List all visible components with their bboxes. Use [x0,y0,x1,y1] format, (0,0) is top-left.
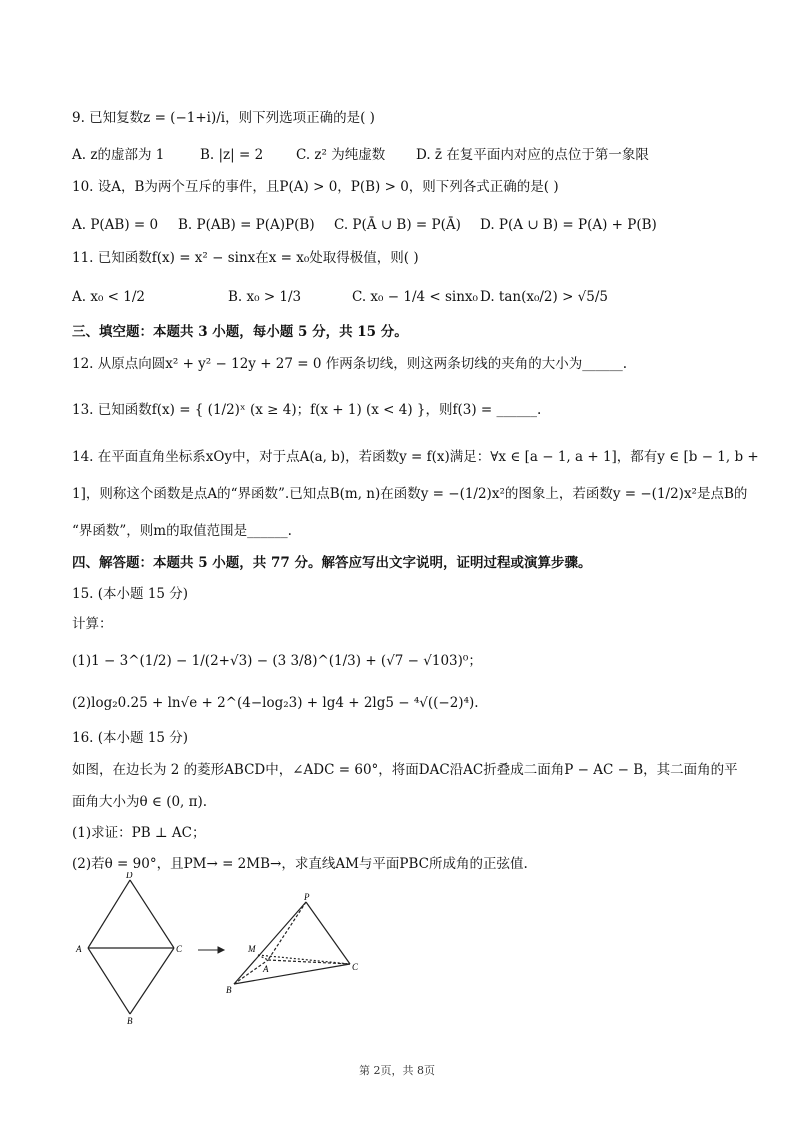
q10-option-b: B. P(AB) = P(A)P(B) [178,217,315,233]
edge-DC [130,880,174,948]
q10-option-d: D. P(A ∪ B) = P(A) + P(B) [480,217,657,233]
q12-text: 12. 从原点向圆x² + y² − 12y + 27 = 0 作两条切线，则这两条切线的夹角的大小为______. [72,356,628,372]
q16-header: 16. (本小题 15 分) [72,730,189,746]
q14-line-1: 14. 在平面直角坐标系xOy中，对于点A(a, b)，若函数y = f(x)满足：∀x ∈ [a − 1, a + 1]，都有y ∈ [b − 1, b + [72,449,759,465]
q15-part-2: (2)log₂0.25 + ln√e + 2^(4−log₂3) + lg4 + 2lg5 − ⁴√((−2)⁴). [72,695,479,711]
q9-option-c: C. z² 为纯虚数 [296,147,386,163]
edge-CB [130,948,174,1014]
q16-figure [60,872,380,1032]
q10-option-c: C. P(Ā ∪ B) = P(Ā) [334,217,461,233]
q10-option-a: A. P(AB) = 0 [72,217,159,233]
label-B-folded: B [226,985,232,995]
q11-option-a: A. x₀ < 1/2 [72,289,145,305]
rhombus-figure [88,880,174,1014]
label-P: P [304,892,310,902]
edge-PA [268,902,306,960]
q16-part-2: (2)若θ = 90°，且PM→ = 2MB→，求直线AM与平面PBC所成角的正弦值. [72,856,528,872]
q9-option-b: B. |z| = 2 [200,147,264,163]
q15-header: 15. (本小题 15 分) [72,586,189,602]
q11-option-d: D. tan(x₀/2) > √5/5 [480,289,609,305]
q15-part-1: (1)1 − 3^(1/2) − 1/(2+√3) − (3 3/8)^(1/3) + (√7 − √103)⁰； [72,653,482,669]
edge-MC [258,955,350,964]
q9-option-a: A. z的虚部为 1 [72,147,165,163]
q13-text: 13. 已知函数f(x) = { (1/2)ˣ (x ≥ 4)；f(x + 1) (x < 4) }，则f(3) = ______. [72,402,542,418]
q11-option-c: C. x₀ − 1/4 < sinx₀ [352,289,478,305]
label-C-folded: C [352,962,359,972]
arrow-icon [198,947,224,953]
edge-AC-folded [268,960,350,964]
edge-BC [234,964,350,984]
edge-PC [306,902,350,964]
page-footer: 第 2页，共 8页 [359,1064,435,1077]
section-4-heading: 四、解答题：本题共 5 小题，共 77 分。解答应写出文字说明，证明过程或演算步骤。 [72,555,592,571]
q14-line-2: 1]，则称这个函数是点A的“界函数”.已知点B(m, n)在函数y = −(1/2)x²的图象上，若函数y = −(1/2)x²是点B的 [72,486,748,502]
tetrahedron-figure [234,902,350,984]
q14-line-3: “界函数”，则m的取值范围是______. [72,523,292,539]
q16-line-1: 如图，在边长为 2 的菱形ABCD中，∠ADC = 60°，将面DAC沿AC折叠成二面角P − AC − B，其二面角的平 [72,762,738,778]
edge-AB [88,948,130,1014]
q9-option-d: D. z̄ 在复平面内对应的点位于第一象限 [416,147,649,163]
section-3-heading: 三、填空题：本题共 3 小题，每小题 5 分，共 15 分。 [72,324,408,340]
q16-part-1: (1)求证：PB ⊥ AC； [72,825,206,841]
label-B: B [127,1016,133,1026]
label-A: A [76,944,82,954]
edge-PB [234,902,306,984]
edge-DA [88,880,130,948]
q11-stem: 11. 已知函数f(x) = x² − sinx在x = x₀处取得极值，则( ) [72,250,419,266]
q9-stem: 9. 已知复数z = (−1+i)/i，则下列选项正确的是( ) [72,110,375,126]
q10-stem: 10. 设A，B为两个互斥的事件，且P(A) > 0，P(B) > 0，则下列各式正确的是( ) [72,179,559,195]
label-A-folded: A [263,964,269,974]
label-D: D [126,872,133,880]
q15-intro: 计算： [72,616,113,632]
label-C: C [176,944,183,954]
label-M: M [248,944,256,954]
q11-option-b: B. x₀ > 1/3 [228,289,302,305]
q16-line-2: 面角大小为θ ∈ (0, π). [72,794,208,810]
